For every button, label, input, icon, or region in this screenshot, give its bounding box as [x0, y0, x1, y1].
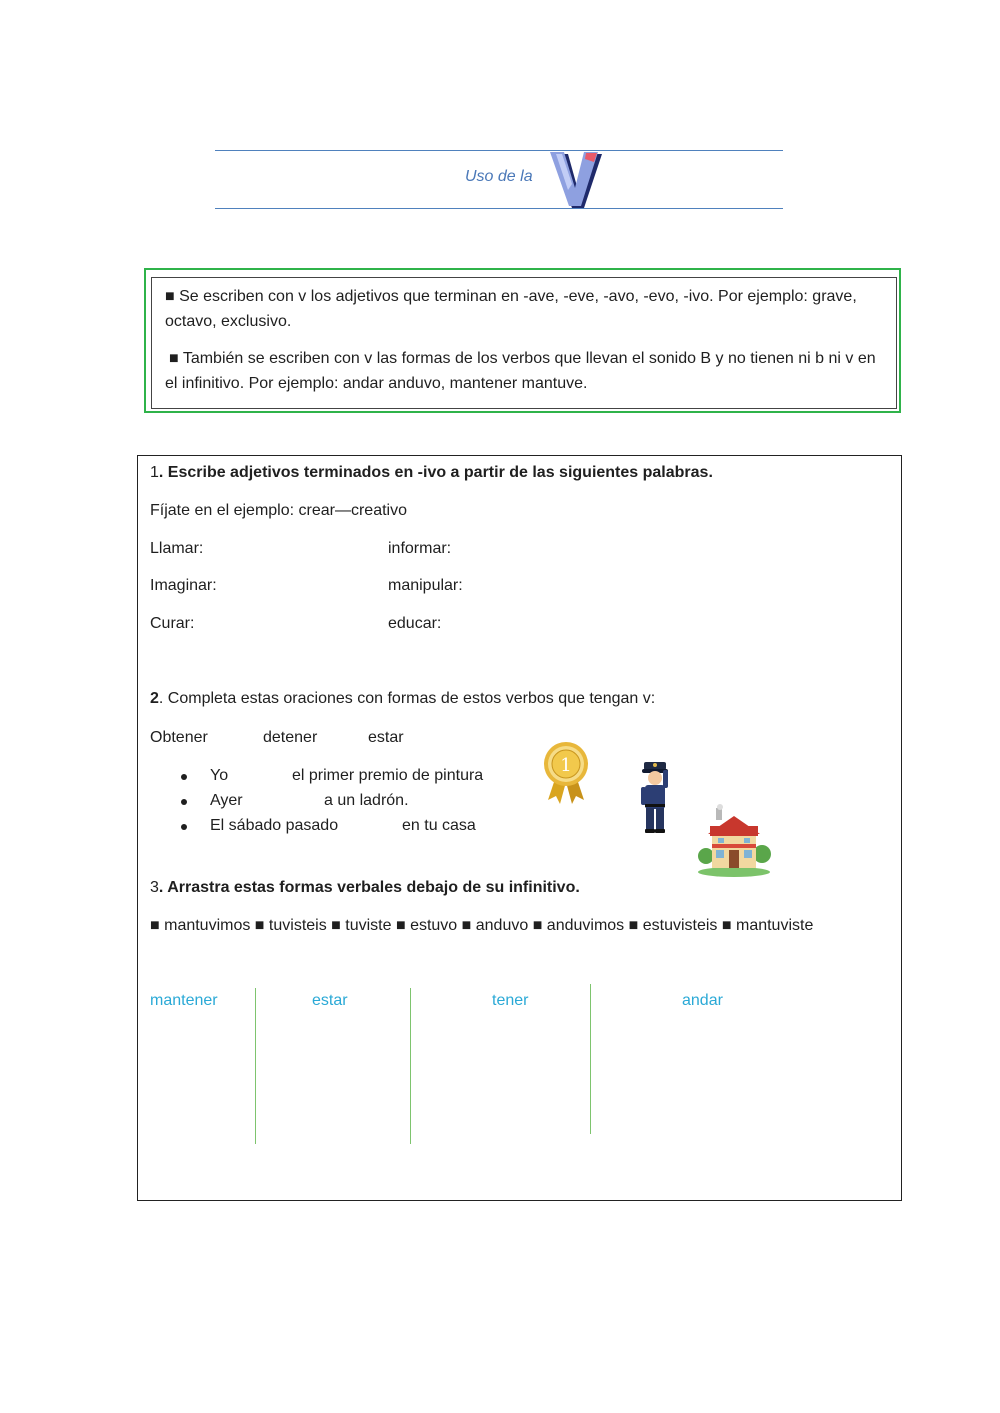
column-divider [590, 984, 591, 1134]
verb-forms-list[interactable]: ■ mantuvimos ■ tuvisteis ■ tuviste ■ estuvo ■ anduvo ■ anduvimos ■ estuvisteis ■ mantuviste [150, 917, 814, 934]
column-tener[interactable]: tener [492, 992, 529, 1009]
exercise-3-heading: 3. Arrastra estas formas verbales debajo de su infinitivo. [150, 879, 580, 896]
sentence-3-end: en tu casa [402, 817, 476, 834]
verb-obtener: Obtener [150, 729, 208, 746]
bullet [181, 799, 187, 805]
title-bottom-line [215, 208, 783, 209]
bullet [181, 824, 187, 830]
bullet [181, 774, 187, 780]
sentence-2-end: a un ladrón. [324, 792, 409, 809]
column-andar[interactable]: andar [682, 992, 723, 1009]
house-icon [696, 804, 772, 878]
medal-number: 1 [560, 755, 572, 776]
exercise-2-heading: 2. Completa estas oraciones con formas de estos verbos que tengan v: [150, 690, 656, 707]
word-educar: educar: [388, 615, 442, 632]
rule-1: ■ Se escriben con v los adjetivos que terminan en -ave, -eve, -avo, -evo, -ivo. Por ejemplo: grave, octavo, exclusivo. [165, 288, 857, 330]
page-title: Uso de la [465, 168, 533, 185]
letter-v-text: v [576, 190, 577, 191]
title-top-line [215, 150, 783, 151]
word-llamar: Llamar: [150, 540, 204, 557]
column-estar[interactable]: estar [312, 992, 348, 1009]
sentence-3-start: El sábado pasado [210, 817, 339, 834]
column-divider [255, 988, 256, 1144]
word-informar: informar: [388, 540, 452, 557]
sentence-1-end: el primer premio de pintura [292, 767, 484, 784]
sentence-1-start: Yo [210, 767, 229, 784]
column-mantener[interactable]: mantener [150, 992, 218, 1009]
verb-estar: estar [368, 729, 404, 746]
letter-v-graphic [548, 150, 606, 212]
exercise-1-heading: 1. Escribe adjetivos terminados en -ivo a partir de las siguientes palabras. [150, 464, 713, 481]
rule-2: ■ También se escriben con v las formas de los verbos que llevan el sonido B y no tienen ni b ni v en el infinitivo. Por ejemplo: andar anduvo, mantener mantuve. [165, 350, 876, 392]
word-manipular: manipular: [388, 577, 463, 594]
word-curar: Curar: [150, 615, 195, 632]
column-divider [410, 988, 411, 1144]
sentence-2-start: Ayer [210, 792, 243, 809]
word-imaginar: Imaginar: [150, 577, 217, 594]
verb-detener: detener [263, 729, 318, 746]
exercise-1-example: Fíjate en el ejemplo: crear—creativo [150, 502, 407, 519]
police-officer-icon [636, 760, 674, 834]
medal-icon [542, 740, 590, 806]
